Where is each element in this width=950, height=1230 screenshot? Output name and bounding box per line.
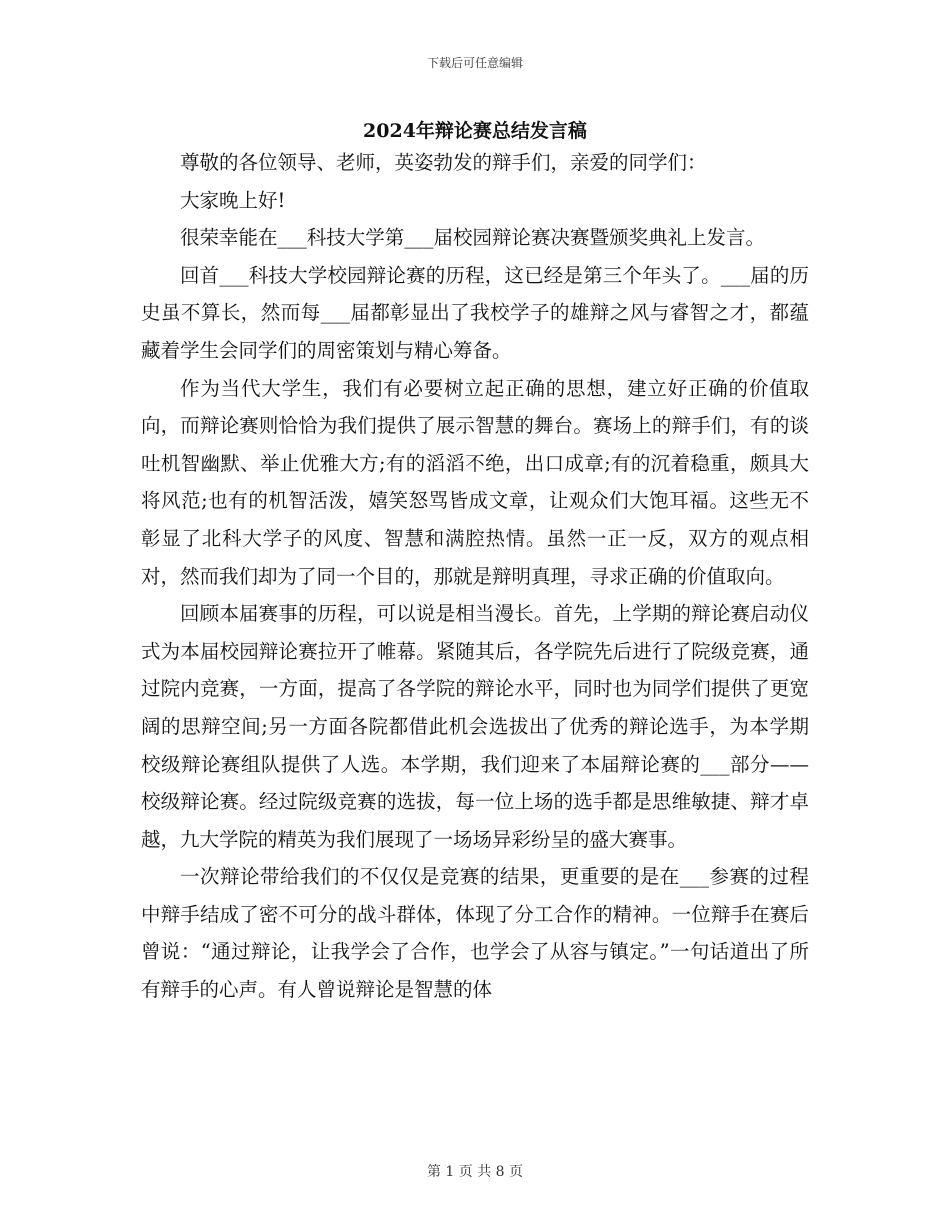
paragraph-salutation: 尊敬的各位领导、老师，英姿勃发的辩手们，亲爱的同学们： [180, 151, 707, 174]
paragraph-intro: 很荣幸能在___科技大学第___届校园辩论赛决赛暨颁奖典礼上发言。 [180, 226, 766, 250]
paragraph-values: 作为当代大学生，我们有必要树立起正确的思想，建立好正确的价值取向，而辩论赛则恰恰为我们提供了展示智慧的舞台。赛场上的辩手们，有的谈吐机智幽默、举止优雅大方;有的滔滔不绝，出口成章;有的沉着稳重，颇具大将风范;也有的机智活泼，嬉笑怒骂皆成文章，让观众们大饱耳福。这些无不彰显了北科大学子的风度、智慧和满腔热情。虽然一正一反，双方的观点相对，然而我们却为了同一个目的，那就是辩明真理，寻求正确的价值取向。 [141, 376, 809, 588]
page-number: 第 1 页 共 8 页 [426, 1164, 524, 1180]
paragraph-greeting: 大家晚上好! [180, 188, 286, 212]
document-body [141, 144, 809, 1009]
page-header-note: 下载后可任意编辑 [426, 56, 523, 70]
paragraph-history: 回首___科技大学校园辩论赛的历程，这已经是第三个年头了。___届的历史虽不算长，然而每___届都彰显出了我校学子的雄辩之风与睿智之才，都蕴藏着学生会同学们的周密策划与精心筹备。 [141, 263, 809, 362]
paragraph-review: 回顾本届赛事的历程，可以说是相当漫长。首先，上学期的辩论赛启动仪式为本届校园辩论赛拉开了帷幕。紧随其后，各学院先后进行了院级竞赛，通过院内竞赛，一方面，提高了各学院的辩论水平，同时也为同学们提供了更宽阔的思辩空间;另一方面各院都借此机会选拔出了优秀的辩论选手，为本学期校级辩论赛组队提供了人选。本学期，我们迎来了本届辩论赛的___部分——校级辩论赛。经过院级竞赛的选拔，每一位上场的选手都是思维敏捷、辩才卓越，九大学院的精英为我们展现了一场场异彩纷呈的盛大赛事。 [141, 602, 809, 851]
paragraph-teamwork: 一次辩论带给我们的不仅仅是竞赛的结果，更重要的是在___参赛的过程中辩手结成了密不可分的战斗群体，体现了分工合作的精神。一位辩手在赛后曾说：“通过辩论，让我学会了合作，也学会了从容与镇定。”一句话道出了所有辩手的心声。有人曾说辩论是智慧的体 [141, 865, 809, 1002]
document-title: 2024年辩论赛总结发言稿 [363, 120, 587, 142]
